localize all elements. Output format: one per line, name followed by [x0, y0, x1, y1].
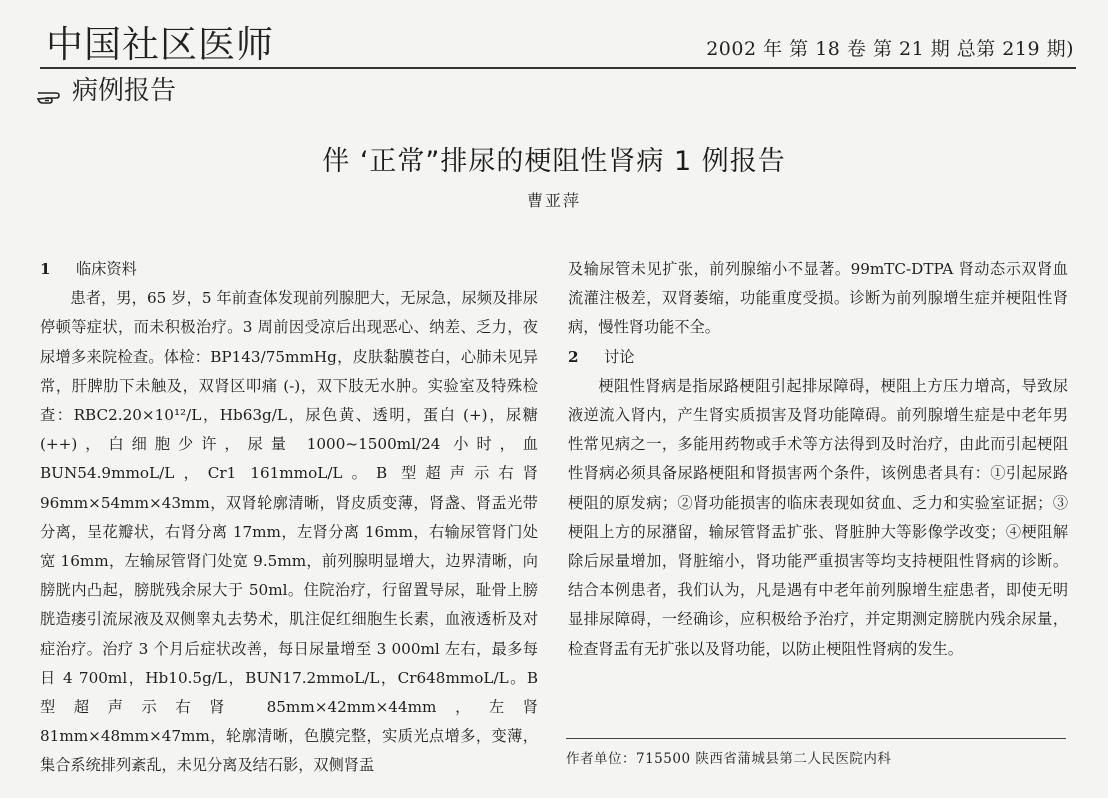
section-1-paragraph: 患者，男，65 岁，5 年前查体发现前列腺肥大，无尿急，尿频及排尿停顿等症状，而未积极治疗。3 周前因受凉后出现恶心、纳差、乏力，夜尿增多来院检查。体检：BP143/75mmHg，皮肤黏膜苍白，心肺未见异常，肝脾肋下未触及，双肾区叩痛 (-)，双下肢无水肿。实验室及特殊检查：RBC2.20×10¹²/L，Hb63g/L，尿色黄、透明，蛋白 (+)，尿糖 (++)，白细胞少许，尿量 1000~1500ml/24 小时，血 BUN54.9mmoL/L，Cr1 161mmoL/L。B 型超声示右肾 96mm×54mm×43mm，双肾轮廓清晰，肾皮质变薄，肾盏、肾盂光带分离，呈花瓣状，右肾分离 17mm，左肾分离 16mm，右输尿管肾门处宽 16mm，左输尿管肾门处宽 9.5mm，前列腺明显增大，边界清晰，向膀胱内凸起，膀胱残余尿大于 50ml。住院治疗，行留置导尿，耻骨上膀胱造瘘引流尿液及双侧睾丸去势术，肌注促红细胞生长素，血液透析及对症治疗。治疗 3 个月后症状改善，每日尿量增至 3 000ml 左右，最多每日 4 700ml，Hb10.5g/L，BUN17.2mmoL/L，Cr648mmoL/L。B 型超声示右肾 85mm×42mm×44mm，左肾 81mm×48mm×47mm，轮廓清晰，色膜完整，实质光点增多，变薄，集合系统排列紊乱，未见分离及结石影，双侧肾盂	[40, 289, 538, 775]
right-column	[568, 255, 1068, 664]
section-label-text: 病例报告	[72, 76, 177, 106]
left-column	[40, 255, 538, 781]
section-1-title: 临床资料	[76, 260, 137, 278]
issue-info: 2002 年 第 18 卷 第 21 期 总第 219 期)	[706, 38, 1074, 60]
article-title: 伴 ‘正常”排尿的梗阻性肾病 1 例报告	[322, 146, 786, 177]
section-1-continuation: 及输尿管未见扩张，前列腺缩小不显著。99mTC-DTPA 肾动态示双肾血流灌注极差，双肾萎缩，功能重度受损。诊断为前列腺增生症并梗阻性肾病，慢性肾功能不全。	[568, 260, 1068, 337]
section-1-number: 1	[40, 260, 51, 278]
header-rule	[40, 67, 1076, 69]
pointing-hand-icon	[36, 81, 70, 101]
journal-title: 中国社区医师	[46, 23, 274, 66]
section-2-paragraph: 梗阻性肾病是指尿路梗阻引起排尿障碍，梗阻上方压力增高，导致尿液逆流入肾内，产生肾实质损害及肾功能障碍。前列腺增生症是中老年男性常见病之一，多能用药物或手术等方法得到及时治疗，由此而引起梗阻性肾病必须具备尿路梗阻和肾损害两个条件，该例患者具有：①引起尿路梗阻的原发病；②肾功能损害的临床表现如贫血、乏力和实验室证据；③梗阻上方的尿潴留，输尿管肾盂扩张、肾脏肿大等影像学改变；④梗阻解除后尿量增加，肾脏缩小，肾功能严重损害等均支持梗阻性肾病的诊断。结合本例患者，我们认为，凡是遇有中老年前列腺增生症患者，即使无明显排尿障碍，一经确诊，应积极给予治疗，并定期测定膀胱内残余尿量，检查肾盂有无扩张以及肾功能，以防止梗阻性肾病的发生。	[568, 376, 1068, 658]
section-1-heading	[40, 255, 538, 284]
section-2-title: 讨论	[604, 347, 635, 366]
author-affiliation: 作者单位：715500 陕西省蒲城县第二人民医院内科	[566, 751, 892, 767]
section-label	[36, 74, 176, 108]
author-name: 曹亚萍	[526, 191, 581, 210]
footnote-rule	[566, 738, 1066, 739]
section-2-number: 2	[568, 347, 579, 366]
section-2-heading	[568, 343, 1068, 372]
masthead	[40, 14, 1080, 70]
